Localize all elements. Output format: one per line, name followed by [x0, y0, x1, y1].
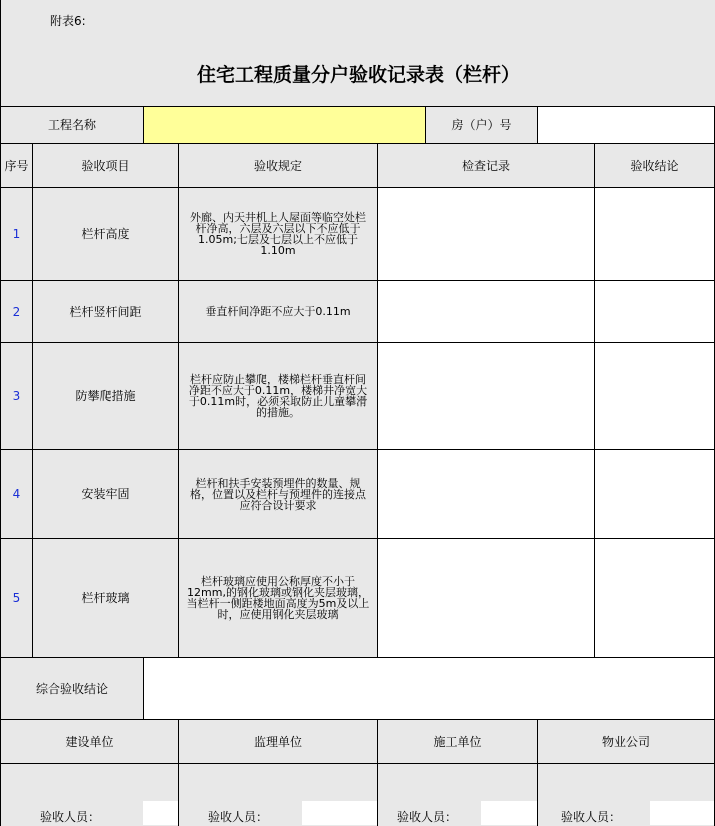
row-1-item: 栏杆高度 — [33, 188, 179, 281]
page-title: 住宅工程质量分户验收记录表（栏杆） — [196, 64, 520, 86]
overall-conclusion-field[interactable] — [144, 658, 715, 720]
room-number-field[interactable] — [538, 107, 715, 144]
row-3-conclusion[interactable] — [595, 343, 715, 450]
annex-label: 附表6: — [50, 14, 86, 28]
row-2-conclusion[interactable] — [595, 281, 715, 343]
row-5-item: 栏杆玻璃 — [33, 539, 179, 658]
row-5-rule: 栏杆玻璃应使用公称厚度不小于12mm,的钢化玻璃或钢化夹层玻璃，当栏杆一侧距楼地面高度为5m及以上时，应使用钢化夹层玻璃 — [179, 539, 378, 658]
header-item: 验收项目 — [33, 144, 179, 188]
inspector-field-builder[interactable] — [481, 801, 537, 825]
header-conclusion: 验收结论 — [595, 144, 715, 188]
row-4-rule: 栏杆和扶手安装预埋件的数量、规格，位置以及栏杆与预埋件的连接点应符合设计要求 — [179, 450, 378, 539]
row-4-record[interactable] — [378, 450, 595, 539]
unit-property: 物业公司 — [538, 720, 715, 764]
inspector-label-builder: 验收人员： — [397, 810, 458, 824]
header-rule: 验收规定 — [179, 144, 378, 188]
row-1-record[interactable] — [378, 188, 595, 281]
project-name-field[interactable] — [144, 107, 426, 144]
unit-builder: 施工单位 — [378, 720, 538, 764]
row-2-rule: 垂直杆间净距不应大于0.11m — [179, 281, 378, 343]
room-number-label: 房（户）号 — [426, 107, 538, 144]
unit-construction: 建设单位 — [1, 720, 179, 764]
inspector-label-construction: 验收人员： — [40, 810, 101, 824]
row-4-item: 安装牢固 — [33, 450, 179, 539]
row-1-rule: 外廊、内天井机上人屋面等临空处栏杆净高，六层及六层以下不应低于1.05m;七层及七层以上不应低于1.10m — [179, 188, 378, 281]
row-3-number: 3 — [1, 343, 33, 450]
inspector-field-supervision[interactable] — [302, 801, 377, 825]
row-5-record[interactable] — [378, 539, 595, 658]
row-5-conclusion[interactable] — [595, 539, 715, 658]
header-seq: 序号 — [1, 144, 33, 188]
row-3-record[interactable] — [378, 343, 595, 450]
project-name-label: 工程名称 — [1, 107, 144, 144]
row-1-number: 1 — [1, 188, 33, 281]
header-record: 检查记录 — [378, 144, 595, 188]
row-3-rule: 栏杆应防止攀爬，楼梯栏杆垂直杆间净距不应大于0.11m，楼梯井净宽大于0.11m时，必须采取防止儿童攀滑的措施。 — [179, 343, 378, 450]
row-4-number: 4 — [1, 450, 33, 539]
inspector-field-property[interactable] — [650, 801, 714, 825]
unit-supervision: 监理单位 — [179, 720, 378, 764]
row-1-conclusion[interactable] — [595, 188, 715, 281]
header-area — [0, 0, 715, 107]
row-4-conclusion[interactable] — [595, 450, 715, 539]
inspector-label-property: 验收人员： — [561, 810, 622, 824]
inspector-label-supervision: 验收人员： — [208, 810, 269, 824]
row-2-record[interactable] — [378, 281, 595, 343]
row-2-number: 2 — [1, 281, 33, 343]
inspector-field-construction[interactable] — [143, 801, 178, 825]
row-3-item: 防攀爬措施 — [33, 343, 179, 450]
row-5-number: 5 — [1, 539, 33, 658]
overall-conclusion-label: 综合验收结论 — [1, 658, 144, 720]
row-2-item: 栏杆竖杆间距 — [33, 281, 179, 343]
